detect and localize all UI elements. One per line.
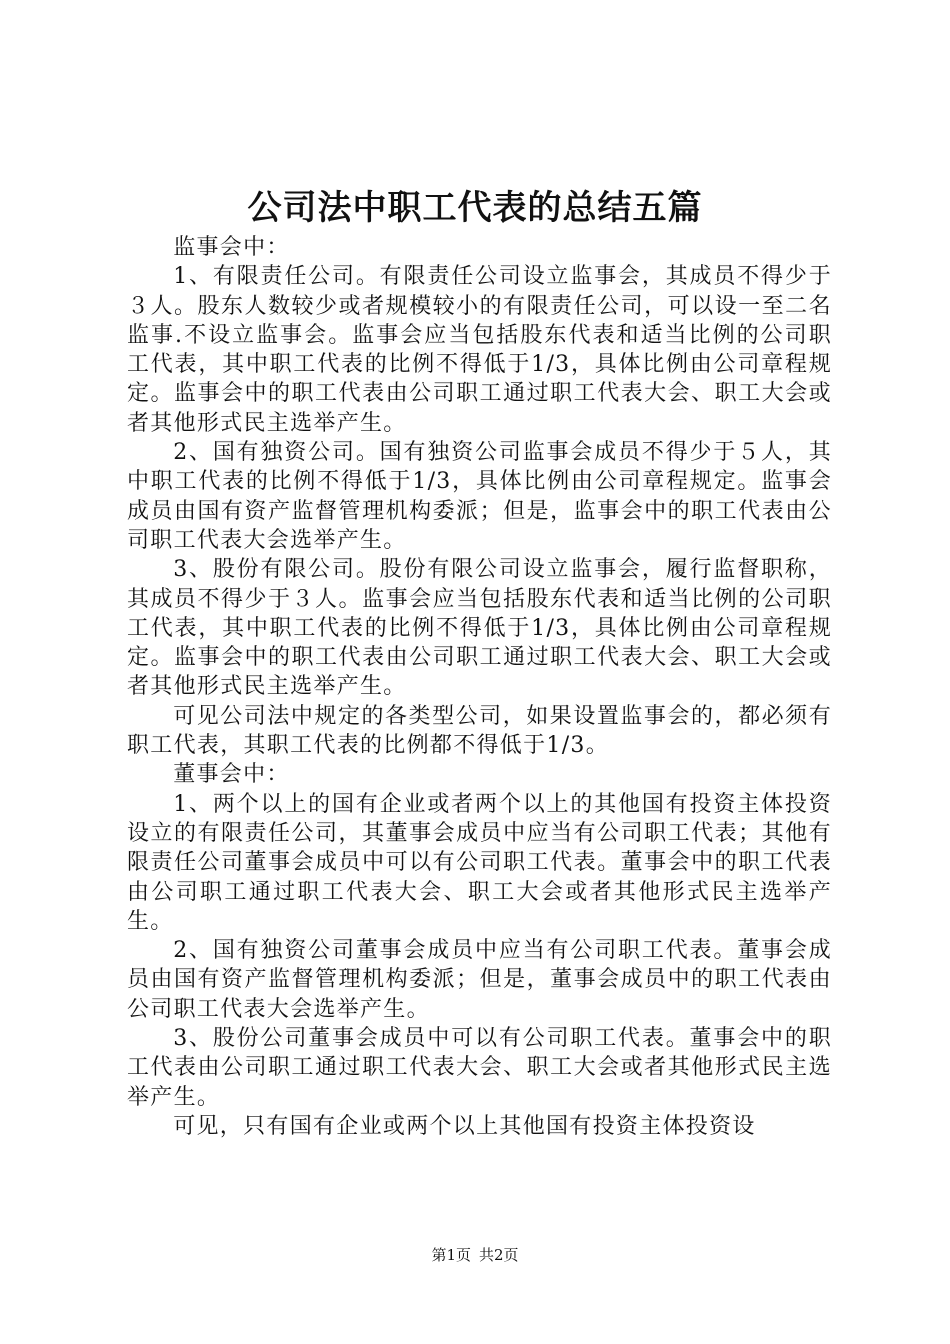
paragraph: 3、股份公司董事会成员中可以有公司职工代表。董事会中的职工代表由公司职工通过职工代表大会、职工大会或者其他形式民主选举产生。 <box>127 1026 832 1110</box>
page-footer <box>0 1245 950 1265</box>
page-number: 第1页 <box>431 1246 471 1264</box>
paragraph: 可见公司法中规定的各类型公司，如果设置监事会的，都必须有职工代表，其职工代表的比例都不得低于1/3。 <box>127 703 832 759</box>
paragraph: 2、国有独资公司董事会成员中应当有公司职工代表。董事会成员由国有资产监督管理机构委派；但是，董事会成员中的职工代表由公司职工代表大会选举产生。 <box>127 938 832 1022</box>
paragraph: 2、国有独资公司。国有独资公司监事会成员不得少于５人，其中职工代表的比例不得低于1/3，具体比例由公司章程规定。监事会成员由国有资产监督管理机构委派；但是，监事会中的职工代表由公司职工代表大会选举产生。 <box>127 440 832 553</box>
paragraph-board-heading: 董事会中： <box>173 762 290 788</box>
paragraph-supervisory-heading: 监事会中： <box>173 235 290 260</box>
paragraph: 1、两个以上的国有企业或者两个以上的其他国有投资主体投资设立的有限责任公司，其董事会成员中应当有公司职工代表；其他有限责任公司董事会成员中可以有公司职工代表。董事会中的职工代表由公司职工通过职工代表大会、职工大会或者其他形式民主选举产生。 <box>127 791 832 934</box>
document-body <box>127 233 832 1141</box>
paragraph: 可见，只有国有企业或两个以上其他国有投资主体投资设 <box>173 1113 756 1139</box>
paragraph: 1、有限责任公司。有限责任公司设立监事会，其成员不得少于３人。股东人数较少或者规模较小的有限责任公司，可以设一至二名监事.不设立监事会。监事会应当包括股东代表和适当比例的公司职工代表，其中职工代表的比例不得低于1/3，具体比例由公司章程规定。监事会中的职工代表由公司职工通过职工代表大会、职工大会或者其他形式民主选举产生。 <box>127 264 832 436</box>
page-total: 共2页 <box>479 1246 519 1264</box>
document-title: 公司法中职工代表的总结五篇 <box>247 188 703 228</box>
paragraph: 3、股份有限公司。股份有限公司设立监事会，履行监督职称，其成员不得少于３人。监事会应当包括股东代表和适当比例的公司职工代表，其中职工代表的比例不得低于1/3，具体比例由公司章程规定。监事会中的职工代表由公司职工通过职工代表大会、职工大会或者其他形式民主选举产生。 <box>127 557 832 700</box>
